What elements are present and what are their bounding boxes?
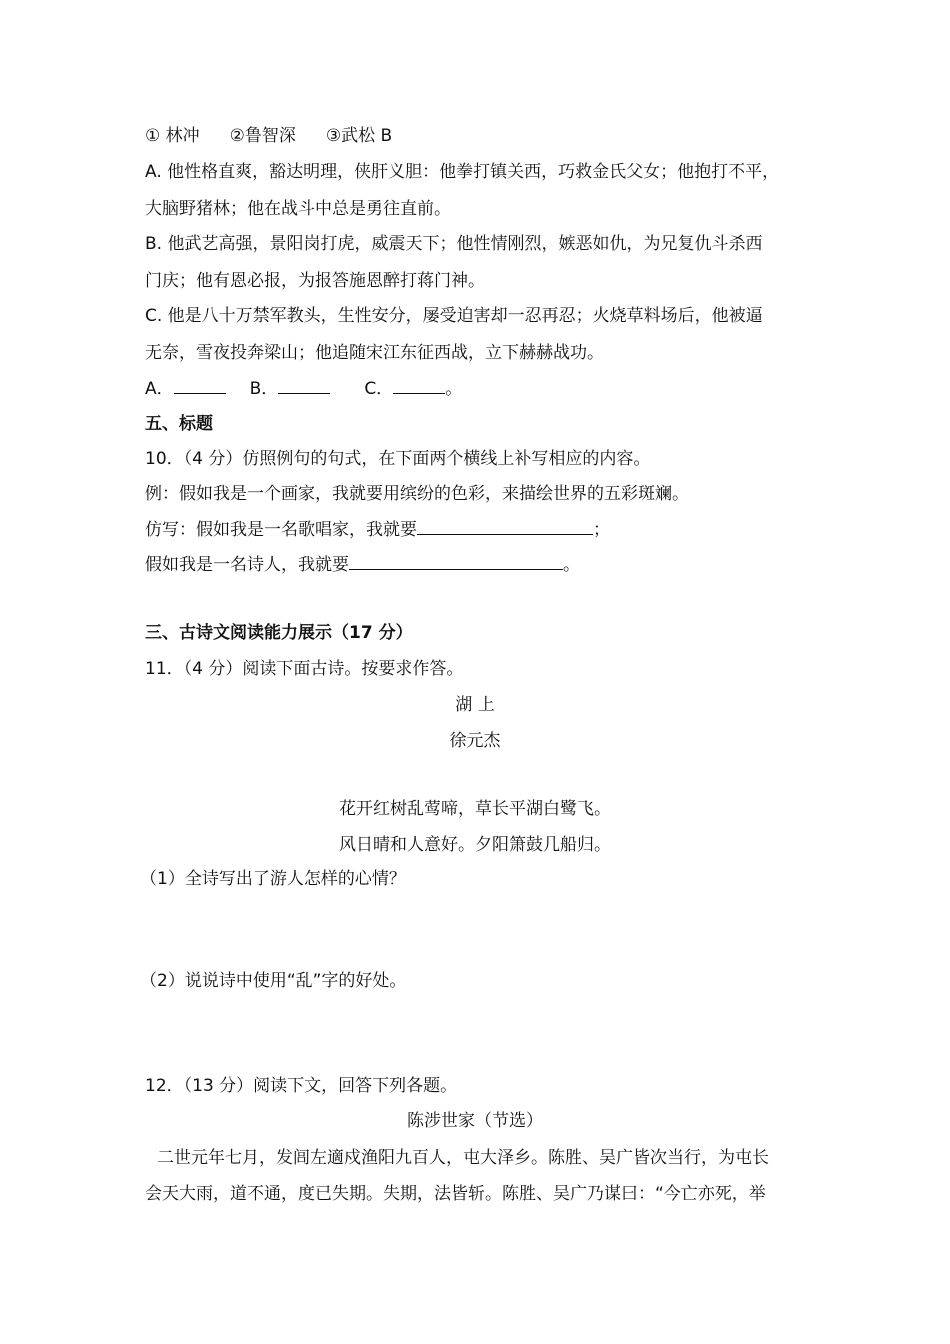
poem-line-2: 风日晴和人意好。夕阳箫鼓几船归。 (339, 835, 611, 855)
q10-example: 例：假如我是一个画家，我就要用缤纷的色彩，来描绘世界的五彩斑斓。 (145, 484, 689, 504)
answer-end-mark: 。 (445, 379, 463, 399)
q10-poet-suffix: 。 (563, 555, 580, 575)
passage-line-1: 二世元年七月，发闾左適戍渔阳九百人，屯大泽乡。陈胜、吴广皆次当行，为屯长 (157, 1148, 769, 1168)
character-names-line (145, 125, 392, 147)
q10-stem: 10．（4 分）仿照例句的句式，在下面两个横线上补写相应的内容。 (145, 449, 651, 469)
answer-c-label: C． (364, 379, 394, 399)
name-wu-song: ③武松 B (325, 126, 393, 146)
passage-line-2: 会天大雨，道不通，度已失期。失期，法皆斩。陈胜、吴广乃谋曰：“今亡亦死，举 (145, 1184, 766, 1204)
q10-poet-line (145, 553, 580, 576)
q11-sub-2: （2）说说诗中使用“乱”字的好处。 (140, 971, 407, 991)
q10-imitate-blank[interactable] (417, 518, 593, 535)
q10-imitate-suffix: ； (593, 520, 610, 540)
answer-b-label: B． (249, 379, 279, 399)
option-a-line-1: A. 他性格直爽，豁达明理，侠肝义胆：他拳打镇关西，巧救金氏父女；他抱打不平， (145, 162, 780, 182)
answer-c-blank[interactable] (393, 377, 445, 394)
name-lu-zhishen: ②鲁智深 (229, 126, 296, 146)
answer-line (145, 377, 462, 400)
q12-stem: 12．（13 分）阅读下文，回答下列各题。 (145, 1076, 458, 1096)
answer-a-blank[interactable] (174, 377, 226, 394)
q11-stem: 11．（4 分）阅读下面古诗。按要求作答。 (145, 659, 464, 679)
answer-b-blank[interactable] (278, 377, 330, 394)
option-a-line-2: 大脑野猪林；他在战斗中总是勇往直前。 (145, 199, 451, 219)
name-lin-chong: ① 林冲 (145, 126, 200, 146)
q10-imitate-line (145, 518, 610, 541)
option-b-line-2: 门庆；他有恩必报，为报答施恩醉打蒋门神。 (145, 271, 485, 291)
option-c-line-2: 无奈，雪夜投奔梁山；他追随宋江东征西战，立下赫赫战功。 (145, 343, 604, 363)
q11-sub-1: （1）全诗写出了游人怎样的心情？ (140, 869, 406, 889)
poem-author: 徐元杰 (449, 731, 501, 751)
option-c-line-1: C. 他是八十万禁军教头，生性安分，屡受迫害却一忍再忍；火烧草料场后，他被逼 (145, 306, 763, 326)
q10-imitate-prefix: 仿写：假如我是一名歌唱家，我就要 (145, 520, 417, 540)
poem-title: 湖 上 (455, 695, 495, 715)
section-3-heading: 三、古诗文阅读能力展示（17 分） (145, 623, 413, 643)
section-5-heading: 五、标题 (145, 414, 213, 434)
q10-poet-blank[interactable] (349, 553, 563, 570)
q10-poet-prefix: 假如我是一名诗人，我就要 (145, 555, 349, 575)
passage-title: 陈涉世家（节选） (407, 1111, 543, 1131)
option-b-line-1: B. 他武艺高强，景阳岗打虎，威震天下；他性情刚烈，嫉恶如仇，为兄复仇斗杀西 (145, 234, 763, 254)
poem-line-1: 花开红树乱莺啼，草长平湖白鹭飞。 (339, 799, 611, 819)
answer-a-label: A． (145, 379, 174, 399)
